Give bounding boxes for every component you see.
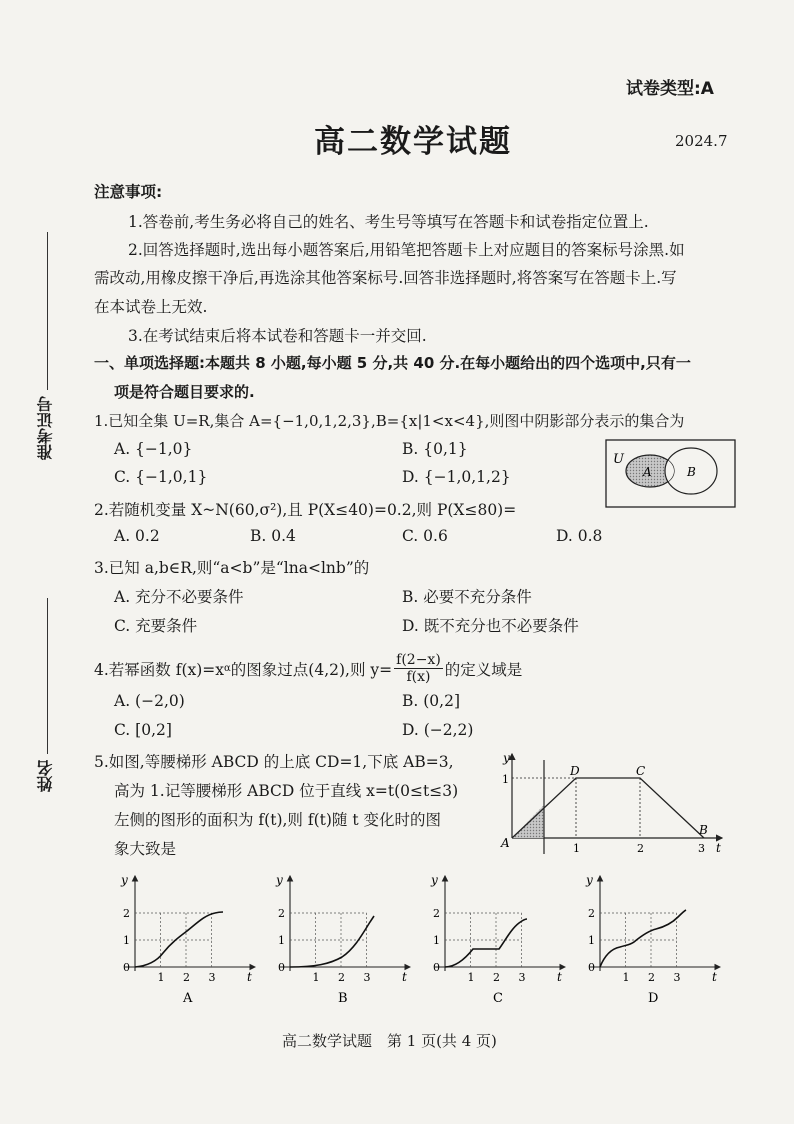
graph-curve bbox=[600, 910, 686, 967]
graph-origin-label: 0 bbox=[588, 961, 595, 974]
fig-b-label: B bbox=[699, 823, 708, 837]
q4-option-c: C. [0,2] bbox=[114, 721, 172, 739]
section-heading-line-2: 项是符合题目要求的. bbox=[114, 383, 255, 401]
q4-fraction-denominator: f(x) bbox=[406, 669, 431, 685]
graph-y-tick-1: 1 bbox=[123, 934, 130, 947]
q4-option-a: A. (−2,0) bbox=[114, 692, 185, 710]
q5-stem-line-1: 5.如图,等腰梯形 ABCD 的上底 CD=1,下底 AB=3, bbox=[94, 753, 454, 771]
q1-stem: 1.已知全集 U=R,集合 A={−1,0,1,2,3},B={x|1<x<4},则图中阴影部分表示的集合为 bbox=[94, 412, 685, 430]
q3-option-d: D. 既不充分也不必要条件 bbox=[402, 617, 579, 635]
fig-y-label: y bbox=[503, 751, 510, 765]
notes-item-2-line-2: 需改动,用橡皮擦干净后,再选涂其他答案标号.回答非选择题时,将答案写在答题卡上.写 bbox=[94, 269, 677, 287]
graph-x-tick-1: 1 bbox=[157, 971, 165, 984]
venn-u-label: U bbox=[613, 452, 624, 467]
graph-x-tick-3: 3 bbox=[518, 971, 526, 984]
graph-origin-label: 0 bbox=[278, 961, 285, 974]
q4-stem bbox=[94, 652, 522, 685]
graph-option-label: B bbox=[338, 991, 348, 1006]
graph-x-tick-1: 1 bbox=[467, 971, 475, 984]
graph-x-tick-2: 2 bbox=[183, 971, 190, 984]
graph-x-tick-2: 2 bbox=[493, 971, 500, 984]
q1-option-a: A. {−1,0} bbox=[114, 440, 193, 458]
graph-t-label: t bbox=[402, 970, 407, 984]
q1-option-d: D. {−1,0,1,2} bbox=[402, 468, 511, 486]
exam-number-label: 准考证号 bbox=[36, 396, 55, 460]
fig-t-label: t bbox=[716, 841, 721, 855]
q5-graph-c bbox=[423, 870, 573, 1010]
paper-type: 试卷类型:A bbox=[626, 79, 714, 99]
graph-y-label: y bbox=[586, 873, 593, 887]
page-title: 高二数学试题 bbox=[314, 124, 512, 160]
venn-diagram bbox=[605, 439, 737, 509]
exam-number-line bbox=[47, 232, 48, 390]
q1-option-b: B. {0,1} bbox=[402, 440, 468, 458]
q5-graph-a bbox=[113, 870, 263, 1010]
section-heading-line-1: 一、单项选择题:本题共 8 小题,每小题 5 分,共 40 分.在每小题给出的四个选项中,只有一 bbox=[94, 354, 691, 372]
notes-item-1: 1.答卷前,考生务必将自己的姓名、考生号等填写在答题卡和试卷指定位置上. bbox=[128, 213, 649, 231]
graph-y-label: y bbox=[121, 873, 128, 887]
graph-x-tick-3: 3 bbox=[208, 971, 216, 984]
q5-stem-line-2: 高为 1.记等腰梯形 ABCD 位于直线 x=t(0≤t≤3) bbox=[114, 782, 459, 800]
fig-a-label: A bbox=[501, 836, 510, 850]
fig-d-label: D bbox=[570, 764, 580, 778]
q2-option-b: B. 0.4 bbox=[250, 527, 296, 545]
q3-option-b: B. 必要不充分条件 bbox=[402, 588, 532, 606]
graph-option-label: A bbox=[183, 991, 193, 1006]
notes-heading: 注意事项: bbox=[94, 183, 163, 201]
notes-item-2-line-1: 2.回答选择题时,选出每小题答案后,用铅笔把答题卡上对应题目的答案标号涂黑.如 bbox=[128, 241, 685, 259]
graph-y-tick-1: 1 bbox=[433, 934, 440, 947]
notes-item-2-line-3: 在本试卷上无效. bbox=[94, 298, 208, 316]
q2-option-c: C. 0.6 bbox=[402, 527, 448, 545]
page-footer: 高二数学试题 第 1 页(共 4 页) bbox=[282, 1032, 497, 1050]
graph-curve bbox=[290, 916, 374, 967]
graph-x-tick-1: 1 bbox=[622, 971, 630, 984]
graph-origin-label: 0 bbox=[433, 961, 440, 974]
fig-x-tick-3: 3 bbox=[698, 842, 705, 855]
graph-curve bbox=[445, 919, 527, 967]
q5-stem-line-3: 左侧的图形的面积为 f(t),则 f(t)随 t 变化时的图 bbox=[114, 811, 441, 829]
graph-t-label: t bbox=[247, 970, 252, 984]
graph-x-tick-2: 2 bbox=[338, 971, 345, 984]
q4-stem-mid: 的图象过点(4,2),则 y= bbox=[230, 660, 393, 679]
exam-date: 2024.7 bbox=[675, 132, 728, 150]
venn-b-label: B bbox=[687, 465, 696, 479]
name-label: 姓名 bbox=[36, 760, 55, 792]
graph-option-label: D bbox=[648, 991, 659, 1006]
q4-option-b: B. (0,2] bbox=[402, 692, 460, 710]
q4-option-d: D. (−2,2) bbox=[402, 721, 474, 739]
fig-one-label: 1 bbox=[502, 773, 509, 786]
fig-x-tick-2: 2 bbox=[637, 842, 644, 855]
q2-option-a: A. 0.2 bbox=[114, 527, 160, 545]
graph-y-label: y bbox=[431, 873, 438, 887]
q5-graph-d bbox=[578, 870, 728, 1010]
graph-t-label: t bbox=[557, 970, 562, 984]
graph-x-tick-2: 2 bbox=[648, 971, 655, 984]
q4-fraction-numerator: f(2−x) bbox=[396, 652, 441, 668]
graph-y-tick-2: 2 bbox=[433, 907, 440, 920]
trapezoid-figure bbox=[496, 748, 730, 860]
q2-option-d: D. 0.8 bbox=[556, 527, 603, 545]
graph-y-tick-2: 2 bbox=[278, 907, 285, 920]
graph-x-tick-3: 3 bbox=[363, 971, 371, 984]
q4-stem-pre: 4.若幂函数 f(x)=x bbox=[94, 660, 225, 679]
q3-option-c: C. 充要条件 bbox=[114, 617, 198, 635]
q4-exponent: α bbox=[224, 663, 231, 674]
q1-option-c: C. {−1,0,1} bbox=[114, 468, 208, 486]
graph-origin-label: 0 bbox=[123, 961, 130, 974]
q4-fraction bbox=[394, 652, 443, 685]
graph-option-label: C bbox=[493, 991, 503, 1006]
graph-y-tick-1: 1 bbox=[278, 934, 285, 947]
graph-y-tick-2: 2 bbox=[588, 907, 595, 920]
q3-stem: 3.已知 a,b∈R,则“a<b”是“lna<lnb”的 bbox=[94, 559, 370, 577]
graph-x-tick-3: 3 bbox=[673, 971, 681, 984]
q2-stem: 2.若随机变量 X~N(60,σ²),且 P(X≤40)=0.2,则 P(X≤80)= bbox=[94, 501, 517, 519]
q5-graph-b bbox=[268, 870, 418, 1010]
fig-x-tick-1: 1 bbox=[573, 842, 580, 855]
q4-stem-post: 的定义域是 bbox=[444, 660, 523, 679]
graph-y-tick-2: 2 bbox=[123, 907, 130, 920]
fig-c-label: C bbox=[636, 764, 646, 778]
graph-y-label: y bbox=[276, 873, 283, 887]
venn-a-label: A bbox=[643, 465, 652, 479]
graph-t-label: t bbox=[712, 970, 717, 984]
graph-y-tick-1: 1 bbox=[588, 934, 595, 947]
q5-stem-line-4: 象大致是 bbox=[114, 840, 177, 858]
name-line bbox=[47, 598, 48, 754]
notes-item-3: 3.在考试结束后将本试卷和答题卡一并交回. bbox=[128, 327, 427, 345]
q3-option-a: A. 充分不必要条件 bbox=[114, 588, 244, 606]
graph-curve bbox=[135, 912, 223, 967]
graph-x-tick-1: 1 bbox=[312, 971, 320, 984]
